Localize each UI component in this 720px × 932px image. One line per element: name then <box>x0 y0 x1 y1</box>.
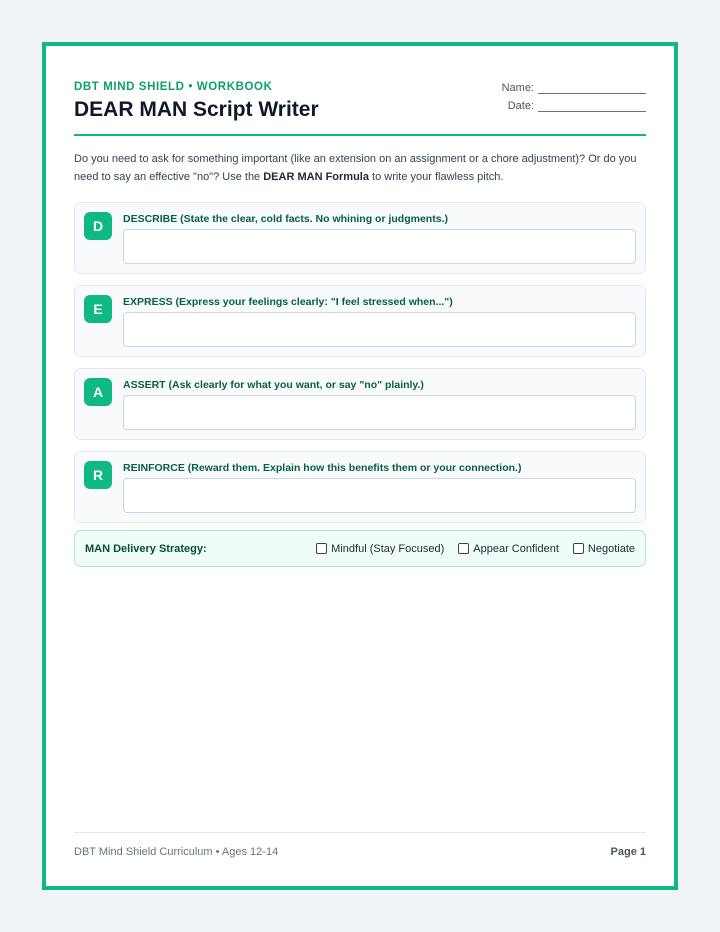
footer-divider <box>74 832 646 833</box>
page-number: Page 1 <box>610 846 646 858</box>
workbook-eyebrow: DBT MIND SHIELD • WORKBOOK <box>74 81 273 93</box>
step-assert <box>74 368 646 440</box>
step-letter-badge: R <box>84 461 112 489</box>
express-input[interactable] <box>123 312 636 347</box>
option-label: Mindful (Stay Focused) <box>331 542 445 555</box>
option-label: Negotiate <box>587 542 635 555</box>
intro-paragraph <box>74 150 646 186</box>
step-letter-badge: E <box>84 295 112 323</box>
date-label: Date: <box>507 100 534 112</box>
step-describe <box>74 202 646 274</box>
option-appear-confident[interactable] <box>458 543 559 555</box>
name-row <box>502 76 646 94</box>
date-field-line[interactable] <box>538 101 646 112</box>
intro-emphasis: DEAR MAN Formula <box>263 171 369 183</box>
step-label: DESCRIBE (State the clear, cold facts. No whining or judgments.) <box>123 213 448 225</box>
step-express <box>74 285 646 357</box>
header-divider <box>74 134 646 136</box>
step-reinforce <box>74 451 646 523</box>
name-label: Name: <box>501 82 534 94</box>
option-mindful[interactable] <box>316 543 444 555</box>
reinforce-input[interactable] <box>123 478 636 513</box>
step-letter-badge: A <box>84 378 112 406</box>
step-letter-badge: D <box>84 212 112 240</box>
worksheet-page <box>42 42 678 890</box>
step-label: EXPRESS (Express your feelings clearly: "I feel stressed when...") <box>123 296 453 308</box>
name-field-line[interactable] <box>538 83 646 94</box>
option-negotiate[interactable] <box>573 543 635 555</box>
checkbox-icon[interactable] <box>316 543 327 554</box>
describe-input[interactable] <box>123 229 636 264</box>
page-title: DEAR MAN Script Writer <box>74 98 319 121</box>
man-strategy-label: MAN Delivery Strategy: <box>85 542 207 555</box>
option-label: Appear Confident <box>473 542 559 555</box>
intro-text-end: to write your flawless pitch. <box>368 171 504 183</box>
step-label: ASSERT (Ask clearly for what you want, or say "no" plainly.) <box>123 379 424 391</box>
intro-text-start: Do you need to ask for something important (like an extension on an assignment or a chore adjustment)? Or do you need to say an effective "no"? Use the <box>74 153 637 183</box>
step-label: REINFORCE (Reward them. Explain how this benefits them or your connection.) <box>123 462 522 474</box>
name-date-block <box>502 76 646 112</box>
man-strategy-bar <box>74 530 646 567</box>
checkbox-icon[interactable] <box>573 543 584 554</box>
assert-input[interactable] <box>123 395 636 430</box>
date-row <box>502 94 646 112</box>
checkbox-icon[interactable] <box>458 543 469 554</box>
footer-curriculum: DBT Mind Shield Curriculum • Ages 12-14 <box>74 846 279 858</box>
